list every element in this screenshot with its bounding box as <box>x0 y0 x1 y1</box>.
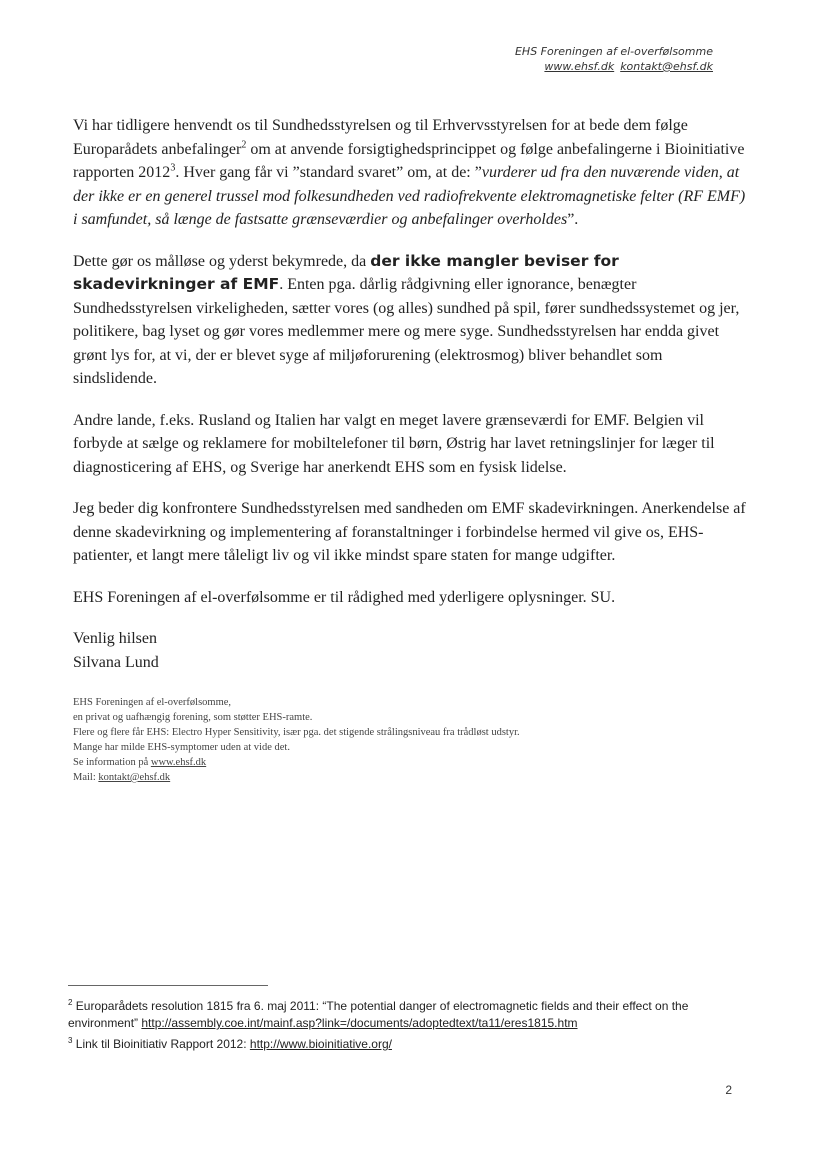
sig-line-5 <box>73 755 520 770</box>
footnote-2 <box>68 994 758 1032</box>
footnotes <box>68 994 758 1053</box>
sig-line-5-prefix: Se information på <box>73 757 151 768</box>
p1-quote: vurderer ud fra den nuværende viden, at der ikke er en generel trussel mod folkesundheden ved radiofrekvente elektromagnetiske felter (RF EMF) i samfundet, så længe de fastsatte grænseværdier og anbefalinger overholdes <box>73 164 746 228</box>
page-number: 2 <box>725 1083 732 1097</box>
p2-emphasis: der ikke mangler beviser for skadevirkninger af EMF <box>73 251 619 293</box>
letter-body <box>73 114 749 674</box>
sig-line-1: EHS Foreningen af el-overfølsomme, <box>73 697 232 708</box>
sig-line-6 <box>73 770 520 785</box>
sig-line-2: en privat og uafhængig forening, som støtter EHS-ramte. <box>73 712 313 723</box>
paragraph-3: Andre lande, f.eks. Rusland og Italien har valgt en meget lavere grænseværdi for EMF. Belgien vil forbyde at sælge og reklamere for mobiltelefoner til børn, Østrig har lavet retningslinjer for læger til diagnosticering af EHS, og Sverige har anerkendt EHS som en fysisk lidelse. <box>73 411 715 476</box>
footnote-3 <box>68 1032 758 1053</box>
p2-text-a: Dette gør os målløse og yderst bekymrede, da <box>73 252 371 270</box>
header-website-link[interactable]: www.ehsf.dk <box>544 60 615 73</box>
paragraph-2 <box>73 250 749 391</box>
footnote-3-text: Link til Bioinitiativ Rapport 2012: <box>72 1037 250 1051</box>
signature-block <box>73 695 520 785</box>
sig-website-link[interactable]: www.ehsf.dk <box>150 757 207 768</box>
header-links <box>515 59 713 74</box>
footnote-ref-3[interactable]: 3 <box>170 162 176 174</box>
footnote-3-number: 3 <box>68 1036 73 1045</box>
sig-line-6-prefix: Mail: <box>73 772 99 783</box>
paragraph-5: EHS Foreningen af el-overfølsomme er til rådighed med yderligere oplysninger. SU. <box>73 588 616 606</box>
closing: Venlig hilsen <box>73 630 157 647</box>
footnote-3-link[interactable]: http://www.bioinitiative.org/ <box>249 1037 392 1051</box>
sig-line-3: Flere og flere får EHS: Electro Hyper Sensitivity, især pga. det stigende strålingsniveau fra trådløst udstyr. <box>73 727 520 738</box>
sig-email-link[interactable]: kontakt@ehsf.dk <box>98 772 171 783</box>
footnote-2-link[interactable]: http://assembly.coe.int/mainf.asp?link=/documents/adoptedtext/ta11/eres1815.htm <box>141 1016 578 1030</box>
footnote-2-text: Europarådets resolution 1815 fra 6. maj 2011: “The potential danger of electromagnetic fields and their effect on the environment” <box>68 999 689 1030</box>
p2-text-b: . Enten pga. dårlig rådgivning eller ignorance, benægter Sundhedsstyrelsen virkeligheden, sætter vores (og alles) sundhed på spil, fører sundhedssystemet og jer, politikere, bag lyset og gør vores medlemmer mere og mere syge. Sundhedsstyrelsen har endda givet grønt lys for, at vi, der er blevet syge af miljøforurening (elektrosmog) bliver behandlet som sindslidende. <box>73 276 740 387</box>
footnote-ref-2[interactable]: 2 <box>241 139 247 151</box>
header-org: EHS Foreningen af el-overfølsomme <box>514 45 713 58</box>
p1-text-a: Vi har tidligere henvendt os til Sundhedsstyrelsen og til Erhvervsstyrelsen for at bede dem følge Europarådets anbefalinger <box>73 117 688 158</box>
header-email-link[interactable]: kontakt@ehsf.dk <box>620 60 713 73</box>
p1-text-end: ”. <box>567 211 579 228</box>
paragraph-1 <box>73 114 749 232</box>
footnote-2-number: 2 <box>68 998 73 1007</box>
footnote-divider <box>68 985 268 986</box>
sig-line-4: Mange har milde EHS-symptomer uden at vide det. <box>73 742 290 753</box>
p1-text-c: . Hver gang får vi ”standard svaret” om, at de: ” <box>175 164 482 181</box>
page-header <box>515 44 713 74</box>
p1-text-b: om at anvende forsigtighedsprincippet og følge anbefalingerne i Bioinitiative rapporten 2012 <box>73 140 745 181</box>
paragraph-4: Jeg beder dig konfrontere Sundhedsstyrelsen med sandheden om EMF skadevirkningen. Anerkendelse af denne skadevirkning og implementering af foranstaltninger i forbindelse hermed vil give os, EHS-patienter, et langt mere tåleligt liv og vil ikke mindst spare staten for mange udgifter. <box>73 500 746 564</box>
signer-name: Silvana Lund <box>73 653 159 671</box>
